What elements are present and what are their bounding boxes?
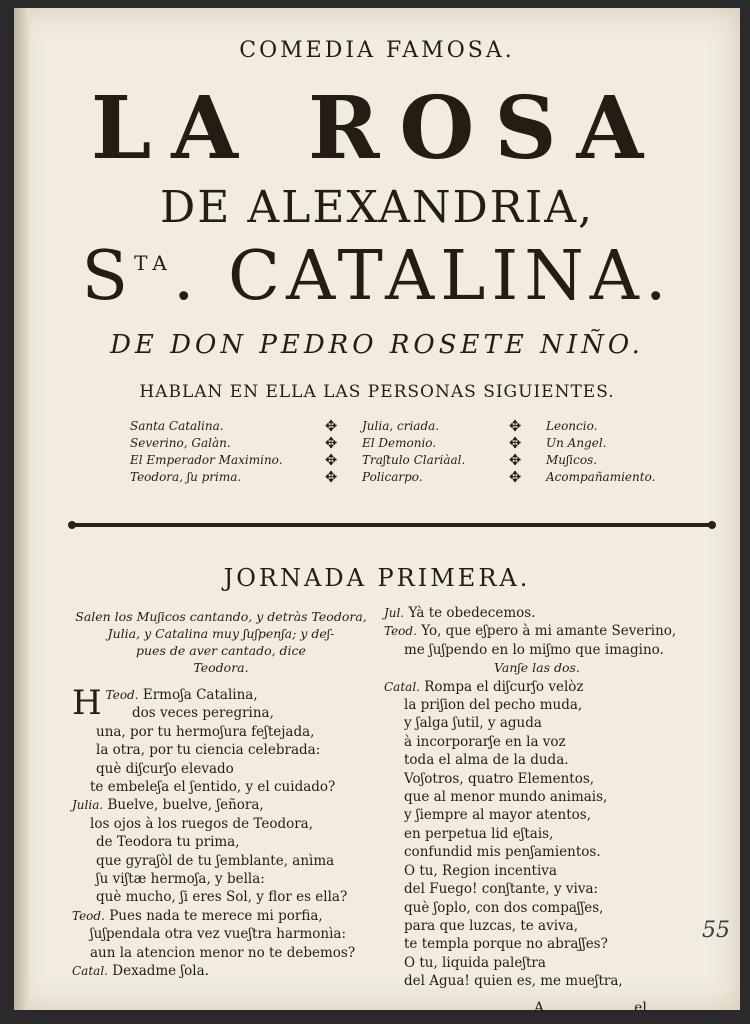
verse-line: y ʃiempre al mayor atentos,: [404, 807, 592, 824]
persona: Leoncio.: [546, 419, 598, 433]
divider-rule: [74, 523, 710, 527]
ornament-icon: ✥: [508, 451, 522, 469]
persona: Severino, Galàn.: [130, 436, 231, 450]
verse-text: Ermoʃa Catalina,: [142, 687, 258, 703]
verse-line: què mucho, ʃi eres Sol, y flor es ella?: [96, 889, 348, 906]
ornament-column-1: [316, 418, 346, 486]
speaker: Catal.: [72, 964, 108, 979]
title-line-3: [14, 237, 740, 316]
verse-line: la priʃion del pecho muda,: [404, 697, 583, 714]
personas-column-3: [546, 418, 655, 486]
persona: Un Angel.: [546, 436, 607, 450]
verse-line: del Fuego! conʃtante, y viva:: [404, 881, 599, 898]
verse-line: O tu, Region incentiva: [404, 862, 557, 879]
verse-line: què ʃoplo, con dos compaʃʃes,: [404, 899, 604, 916]
verse-line: O tu, liquida paleʃtra: [404, 954, 546, 971]
ornament-icon: ✥: [324, 468, 338, 486]
title-line-1: LA ROSA: [90, 78, 664, 179]
verse-line: ʃu viʃtæ hermoʃa, y bella:: [96, 871, 265, 888]
verse-line: [384, 622, 724, 640]
verse-line: para que luzcas, te aviva,: [404, 917, 579, 934]
verse-line: [72, 796, 392, 814]
ornament-icon: ✥: [324, 417, 338, 435]
verse-line: ʃuʃpendala otra vez vueʃtra harmonìa:: [90, 926, 346, 943]
persona: Teodora, ʃu prima.: [130, 470, 242, 484]
verse-line: [384, 678, 724, 696]
verse-text: Pues nada te merece mi porfia,: [109, 907, 323, 924]
title-line-3-superscript: TA: [134, 251, 173, 275]
persona: Acompañamiento.: [546, 470, 656, 484]
speaker: Teod.: [105, 688, 139, 702]
persona: Julia, criada.: [362, 419, 440, 433]
verse-line: del Agua! quien es, me mueʃtra,: [404, 973, 623, 990]
verse-line: aun la atencion menor no te debemos?: [90, 944, 356, 961]
jornada-heading: JORNADA PRIMERA.: [223, 564, 531, 592]
right-verse-column: [384, 604, 724, 991]
verse-text: Yo, que eʃpero à mi amante Severino,: [421, 623, 677, 640]
stage-line: Salen los Muʃicos cantando, y detràs Teodora,: [75, 609, 367, 624]
verse-text: Rompa el diʃcurʃo velòz: [424, 678, 584, 695]
verse-line: dos veces peregrina,: [132, 705, 274, 722]
persona: Traʃtulo Clariàal.: [362, 453, 466, 467]
verse-line: que gyraʃòl de tu ʃemblante, anìma: [96, 852, 335, 869]
author-line: DE DON PEDRO ROSETE NIÑO.: [110, 330, 644, 360]
personas-heading: HABLAN EN ELLA LAS PERSONAS SIGUIENTES.: [139, 382, 615, 402]
verse-line: y ʃalga ʃutil, y aguda: [404, 715, 542, 732]
speaker: Teod.: [384, 624, 417, 639]
verse-line: toda el alma de la duda.: [404, 752, 569, 769]
speaker: Julia.: [72, 798, 104, 813]
ornament-icon: ✥: [508, 434, 522, 452]
drop-cap: H: [72, 683, 102, 723]
verse-line: Voʃotros, quatro Elementos,: [404, 770, 595, 787]
verse-line: [72, 907, 392, 925]
verse-line: à incorporarʃe en la voz: [404, 733, 566, 750]
persona: Muʃicos.: [546, 453, 598, 467]
catchword: el: [634, 1000, 647, 1016]
verse-text: Yà te obedecemos.: [408, 605, 536, 621]
verse-line: te embeleʃa el ʃentido, y el cuidado?: [90, 779, 336, 796]
verse-line: què diʃcurʃo elevado: [96, 760, 234, 777]
persona: El Emperador Maximino.: [130, 453, 283, 467]
persona: Policarpo.: [362, 470, 423, 484]
signature-mark: [534, 1000, 647, 1016]
verse-line: la otra, por tu ciencia celebrada:: [96, 742, 321, 759]
verse-line: te templa porque no abraʃʃes?: [404, 936, 608, 953]
personas-column-2: [362, 418, 465, 486]
ornament-column-2: [500, 418, 530, 486]
left-verse-column: [72, 683, 392, 981]
verse-line: me ʃuʃpendo en lo miʃmo que imagino.: [404, 641, 664, 658]
speaker: Teod.: [72, 908, 105, 923]
book-page: [14, 8, 740, 1016]
persona: Santa Catalina.: [130, 419, 224, 433]
stage-line: Julia, y Catalina muy ʃuʃpenʃa; y deʃ-: [107, 626, 335, 641]
comedia-heading: COMEDIA FAMOSA.: [239, 38, 515, 63]
handwritten-page-number: 55: [702, 918, 730, 943]
opening-stage-direction: [66, 608, 376, 676]
title-line-2: DE ALEXANDRIA,: [159, 182, 595, 233]
title-line-3-prefix: S: [81, 237, 135, 316]
persona: El Demonio.: [362, 436, 437, 450]
title-line-3-text: . CATALINA.: [172, 237, 673, 316]
verse-line: en perpetua lid eʃtais,: [404, 825, 554, 842]
verse-text: Buelve, buelve, ʃeñora,: [107, 797, 264, 814]
verse-line: [72, 962, 392, 980]
verse-line: que al menor mundo animais,: [404, 789, 608, 806]
ornament-icon: ✥: [508, 417, 522, 435]
verse-line: una, por tu hermoʃura feʃtejada,: [96, 723, 315, 740]
stage-direction: Vanʃe las dos.: [494, 660, 580, 676]
personas-column-1: [130, 418, 283, 486]
stage-line: pues de aver cantado, dice: [136, 643, 306, 658]
stage-line: Teodora.: [193, 660, 249, 675]
ornament-icon: ✥: [324, 451, 338, 469]
verse-line: [384, 604, 724, 622]
ornament-icon: ✥: [508, 468, 522, 486]
verse-text: Dexadme ʃola.: [112, 963, 209, 980]
signature-letter: A: [534, 1000, 545, 1016]
verse-line: los ojos à los ruegos de Teodora,: [90, 815, 314, 832]
speaker: Jul.: [384, 606, 405, 620]
speaker: Catal.: [384, 679, 420, 694]
ornament-icon: ✥: [324, 434, 338, 452]
verse-line: de Teodora tu prima,: [96, 834, 240, 851]
verse-line: confundid mis penʃamientos.: [404, 844, 601, 861]
